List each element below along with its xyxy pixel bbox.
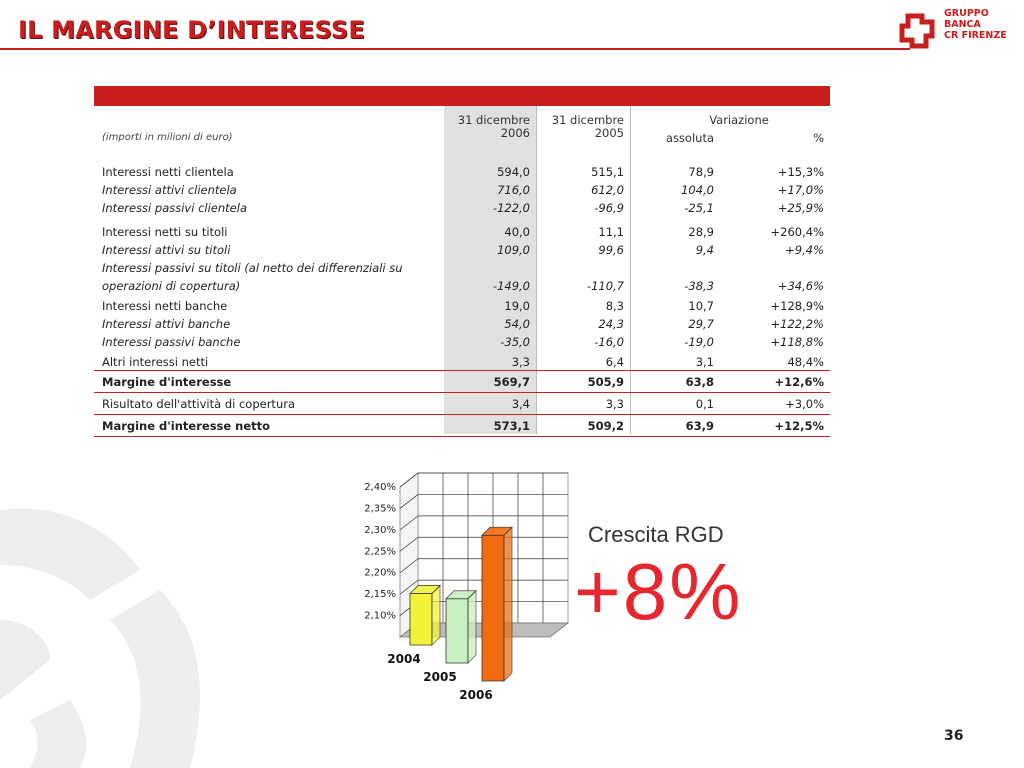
column-header-2005: 31 dicembre 2005 xyxy=(551,113,624,140)
cell-2005: -16,0 xyxy=(594,335,624,349)
cell-variation-absolute: 9,4 xyxy=(695,243,714,257)
table-rule xyxy=(94,392,830,393)
logo-line-1: GRUPPO xyxy=(944,8,989,19)
cell-2006: 3,3 xyxy=(511,355,530,369)
chart-bar-2004 xyxy=(410,594,432,645)
chart-bar-side xyxy=(468,591,476,663)
table-rule xyxy=(94,370,830,371)
table-header-bar xyxy=(94,86,830,106)
slide-title: IL MARGINE D’INTERESSE xyxy=(18,16,365,44)
growth-value: +8% xyxy=(574,547,743,636)
cell-variation-absolute: 3,1 xyxy=(695,355,714,369)
row-label: Interessi passivi su titoli (al netto dei differenziali su xyxy=(102,261,403,275)
cell-2005: -96,9 xyxy=(594,201,624,215)
cell-variation-percent: +25,9% xyxy=(777,201,824,215)
chart-bar-2005 xyxy=(446,599,468,663)
page-number: 36 xyxy=(944,728,964,744)
table-row xyxy=(94,200,830,216)
chart-bar-2006 xyxy=(482,535,504,681)
row-label: Interessi attivi su titoli xyxy=(102,243,231,257)
cell-2005: -110,7 xyxy=(586,279,624,293)
table-row xyxy=(94,418,830,434)
table-rule xyxy=(94,436,830,437)
cell-2005: 515,1 xyxy=(591,165,624,179)
row-label: Interessi netti banche xyxy=(102,299,228,313)
table-row xyxy=(94,334,830,350)
cell-variation-percent: +12,6% xyxy=(774,375,824,389)
cell-variation-percent: +128,9% xyxy=(770,299,824,313)
table-row xyxy=(94,164,830,180)
cell-variation-percent: 48,4% xyxy=(787,355,824,369)
table-rule xyxy=(94,414,830,415)
row-label: Interessi attivi banche xyxy=(102,317,231,331)
row-label: Interessi passivi clientela xyxy=(102,201,247,215)
cell-2005: 6,4 xyxy=(605,355,624,369)
chart-bar-side xyxy=(504,527,512,681)
cell-variation-percent: +17,0% xyxy=(777,183,824,197)
cell-variation-absolute: -19,0 xyxy=(684,335,714,349)
cell-2006: -122,0 xyxy=(492,201,530,215)
table-row xyxy=(94,374,830,390)
table-row xyxy=(94,298,830,314)
row-label: Interessi netti clientela xyxy=(102,165,234,179)
row-label: Interessi attivi clientela xyxy=(102,183,237,197)
cell-2005: 99,6 xyxy=(598,243,624,257)
table-row xyxy=(94,182,830,198)
cell-2005: 11,1 xyxy=(598,225,624,239)
cell-variation-absolute: 29,7 xyxy=(688,317,714,331)
cell-2006: 573,1 xyxy=(493,419,530,433)
table-row xyxy=(94,316,830,332)
chart-y-tick-label: 2,10% xyxy=(364,610,396,622)
table-row xyxy=(94,242,830,258)
column-header-absolute: assoluta xyxy=(665,131,714,145)
table-row xyxy=(94,396,830,412)
cell-variation-absolute: 63,9 xyxy=(685,419,714,433)
table-row xyxy=(94,278,830,294)
cell-2006: 3,4 xyxy=(511,397,530,411)
cell-variation-percent: +3,0% xyxy=(785,397,824,411)
column-header-2006: 31 dicembre 2006 xyxy=(457,113,530,140)
row-label: Interessi passivi banche xyxy=(102,335,241,349)
table-row xyxy=(94,260,830,276)
cell-2006: 19,0 xyxy=(504,299,530,313)
chart-bar-side xyxy=(432,586,440,645)
cell-variation-percent: +34,6% xyxy=(777,279,824,293)
cell-2006: 54,0 xyxy=(504,317,530,331)
row-label: Interessi netti su titoli xyxy=(102,225,228,239)
cell-variation-absolute: 63,8 xyxy=(685,375,714,389)
cell-variation-absolute: 10,7 xyxy=(688,299,714,313)
chart-x-tick-label: 2005 xyxy=(423,670,457,684)
cell-2006: 569,7 xyxy=(493,375,530,389)
cell-variation-percent: +122,2% xyxy=(770,317,824,331)
cell-variation-absolute: 28,9 xyxy=(688,225,714,239)
row-label: operazioni di copertura) xyxy=(102,279,241,293)
title-underline xyxy=(0,48,910,50)
row-label: Altri interessi netti xyxy=(102,355,209,369)
cell-2006: 594,0 xyxy=(497,165,530,179)
cell-variation-absolute: 104,0 xyxy=(681,183,714,197)
row-label: Margine d'interesse xyxy=(102,375,232,389)
logo-line-3: CR FIRENZE xyxy=(944,30,1007,41)
chart-y-tick-label: 2,15% xyxy=(364,589,396,601)
cell-2005: 505,9 xyxy=(587,375,624,389)
cell-2006: 716,0 xyxy=(497,183,530,197)
cell-2006: -149,0 xyxy=(492,279,530,293)
rgd-growth-bar-chart xyxy=(330,472,570,712)
cell-2005: 612,0 xyxy=(591,183,624,197)
column-header-percent: % xyxy=(813,131,824,145)
row-label: Margine d'interesse netto xyxy=(102,419,271,433)
cell-2005: 3,3 xyxy=(605,397,624,411)
cell-2005: 509,2 xyxy=(587,419,624,433)
cell-2005: 8,3 xyxy=(605,299,624,313)
cell-variation-absolute: -25,1 xyxy=(684,201,714,215)
cell-variation-percent: +260,4% xyxy=(770,225,824,239)
cell-variation-absolute: -38,3 xyxy=(684,279,714,293)
cell-variation-absolute: 0,1 xyxy=(695,397,714,411)
interest-margin-table xyxy=(94,86,830,434)
growth-label: Crescita RGD xyxy=(588,522,724,547)
cell-2006: 109,0 xyxy=(497,243,530,257)
cell-variation-percent: +12,5% xyxy=(774,419,824,433)
chart-x-tick-label: 2004 xyxy=(387,652,421,666)
chart-y-tick-label: 2,25% xyxy=(364,546,396,558)
logo-wordmark xyxy=(944,8,1007,41)
chart-y-tick-label: 2,40% xyxy=(364,482,396,493)
cell-variation-absolute: 78,9 xyxy=(688,165,714,179)
cell-variation-percent: +15,3% xyxy=(777,165,824,179)
unit-note: (importi in milioni di euro) xyxy=(102,132,233,143)
cell-2006: 40,0 xyxy=(504,225,530,239)
cell-2006: -35,0 xyxy=(500,335,530,349)
column-header-variation: Variazione xyxy=(709,113,769,127)
table-row xyxy=(94,224,830,240)
chart-y-tick-label: 2,35% xyxy=(364,503,396,515)
row-label: Risultato dell'attività di copertura xyxy=(102,397,296,411)
cell-2005: 24,3 xyxy=(598,317,624,331)
chart-x-tick-label: 2006 xyxy=(459,688,493,702)
cell-variation-percent: +9,4% xyxy=(785,243,824,257)
chart-y-tick-label: 2,30% xyxy=(364,524,396,536)
cell-variation-percent: +118,8% xyxy=(770,335,824,349)
logo-line-2: BANCA xyxy=(944,19,981,30)
table-row xyxy=(94,354,830,370)
chart-y-tick-label: 2,20% xyxy=(364,567,396,579)
